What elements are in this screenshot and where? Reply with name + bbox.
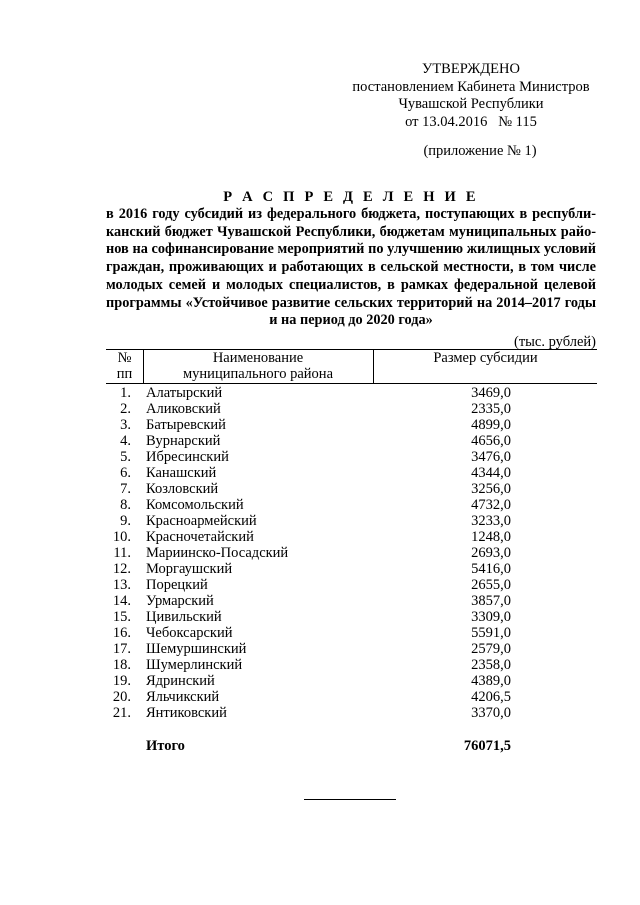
row-district-name: Ядринский <box>146 673 215 689</box>
units-label: (тыс. рублей) <box>514 334 596 350</box>
approval-heading: УТВЕРЖДЕНО <box>422 61 520 77</box>
row-district-name: Канашский <box>146 465 217 481</box>
table-row <box>106 577 597 593</box>
table-header <box>106 349 597 384</box>
table-row <box>106 481 597 497</box>
table-row <box>106 561 597 577</box>
total-sum: 76071,5 <box>463 738 511 754</box>
header-number-line2: пп <box>116 365 133 382</box>
row-number: 20. <box>112 689 131 705</box>
header-name-line2: муниципального района <box>183 365 333 382</box>
table-row <box>106 673 597 689</box>
row-subsidy-amount: 2655,0 <box>471 577 511 593</box>
approval-authority: постановлением Кабинета Министров <box>352 78 590 95</box>
table-row <box>106 497 597 513</box>
row-subsidy-amount: 4206,5 <box>471 689 511 705</box>
row-district-name: Порецкий <box>146 577 208 593</box>
row-subsidy-amount: 3857,0 <box>471 593 511 609</box>
row-district-name: Янтиковский <box>146 705 227 721</box>
row-subsidy-amount: 3476,0 <box>471 449 511 465</box>
row-subsidy-amount: 4899,0 <box>471 417 511 433</box>
table-row <box>106 641 597 657</box>
row-subsidy-amount: 4656,0 <box>471 433 511 449</box>
row-subsidy-amount: 5416,0 <box>471 561 511 577</box>
row-number: 15. <box>112 609 131 625</box>
table-row <box>106 417 597 433</box>
table-row <box>106 433 597 449</box>
row-number: 11. <box>113 545 131 561</box>
row-district-name: Красночетайский <box>146 529 254 545</box>
row-number: 13. <box>112 577 131 593</box>
footer-divider <box>304 799 396 800</box>
row-subsidy-amount: 5591,0 <box>471 625 511 641</box>
subtitle-line: молодых семей и молодых специалистов, в рамках федеральной целевой <box>106 276 596 293</box>
row-subsidy-amount: 4389,0 <box>471 673 511 689</box>
row-subsidy-amount: 2335,0 <box>471 401 511 417</box>
row-number: 19. <box>112 673 131 689</box>
total-label: Итого <box>146 738 185 754</box>
row-subsidy-amount: 3233,0 <box>471 513 511 529</box>
subtitle-line: граждан, проживающих и работающих в сельской местности, в том числе <box>106 259 596 276</box>
subtitle-line: в 2016 году субсидий из федерального бюджета, поступающих в республи- <box>106 206 596 222</box>
table-row <box>106 657 597 673</box>
row-subsidy-amount: 3469,0 <box>471 385 511 401</box>
row-number: 6. <box>120 465 131 481</box>
row-number: 4. <box>120 433 131 449</box>
approval-date-number: от 13.04.2016 № 115 <box>405 113 537 130</box>
table-row <box>106 545 597 561</box>
row-district-name: Вурнарский <box>146 433 221 449</box>
row-number: 2. <box>120 401 131 417</box>
row-district-name: Мариинско-Посадский <box>146 545 289 561</box>
table-row <box>106 593 597 609</box>
row-subsidy-amount: 4344,0 <box>471 465 511 481</box>
row-subsidy-amount: 1248,0 <box>471 529 511 545</box>
row-district-name: Яльчикский <box>146 689 220 705</box>
row-subsidy-amount: 2579,0 <box>471 641 511 657</box>
header-number-line1: № <box>117 350 132 366</box>
header-district-name <box>143 351 373 382</box>
table-row <box>106 609 597 625</box>
row-number: 10. <box>112 529 131 545</box>
row-number: 7. <box>120 481 131 497</box>
row-subsidy-amount: 3370,0 <box>471 705 511 721</box>
table-row <box>106 385 597 401</box>
table-row <box>106 465 597 481</box>
row-district-name: Ибресинский <box>146 449 229 465</box>
table-row <box>106 705 597 721</box>
row-subsidy-amount: 3309,0 <box>471 609 511 625</box>
table-row <box>106 689 597 705</box>
table-total-row <box>106 738 597 755</box>
table-row <box>106 513 597 529</box>
subtitle-line: канский бюджет Чувашской Республики, бюджетам муниципальных райо- <box>106 223 596 240</box>
table-row <box>106 625 597 641</box>
row-number: 14. <box>112 593 131 609</box>
subtitle-line: программы «Устойчивое развитие сельских территорий на 2014–2017 годы <box>106 294 596 311</box>
row-district-name: Цивильский <box>146 609 222 625</box>
row-number: 17. <box>112 641 131 657</box>
table-row <box>106 529 597 545</box>
row-number: 8. <box>120 497 131 513</box>
row-number: 5. <box>120 449 131 465</box>
row-district-name: Шумерлинский <box>146 657 243 673</box>
document-title: Р А С П Р Е Д Е Л Е Н И Е <box>223 189 479 205</box>
row-subsidy-amount: 3256,0 <box>471 481 511 497</box>
row-subsidy-amount: 4732,0 <box>471 497 511 513</box>
row-district-name: Алатырский <box>146 385 223 401</box>
row-number: 9. <box>120 513 131 529</box>
row-number: 1. <box>120 385 131 401</box>
approval-block <box>340 61 602 131</box>
row-district-name: Аликовский <box>146 401 221 417</box>
row-district-name: Козловский <box>146 481 219 497</box>
table-row <box>106 401 597 417</box>
approval-republic: Чувашской Республики <box>398 96 544 113</box>
row-number: 3. <box>120 417 131 433</box>
row-district-name: Моргаушский <box>146 561 233 577</box>
appendix-label: (приложение № 1) <box>423 143 537 159</box>
row-district-name: Шемуршинский <box>146 641 247 657</box>
row-number: 16. <box>112 625 131 641</box>
document-subtitle <box>106 206 596 330</box>
row-number: 21. <box>112 705 131 721</box>
header-name-line1: Наименование <box>212 350 304 366</box>
row-district-name: Урмарский <box>146 593 214 609</box>
row-district-name: Чебоксарский <box>146 625 233 641</box>
table-body <box>106 385 597 721</box>
subtitle-line: и на период до 2020 года» <box>269 312 433 329</box>
row-subsidy-amount: 2358,0 <box>471 657 511 673</box>
subsidy-table <box>106 349 597 721</box>
row-subsidy-amount: 2693,0 <box>471 545 511 561</box>
header-subsidy-amount: Размер субсидии <box>433 350 538 366</box>
row-number: 12. <box>112 561 131 577</box>
row-district-name: Батыревский <box>146 417 226 433</box>
row-number: 18. <box>112 657 131 673</box>
row-district-name: Красноармейский <box>146 513 257 529</box>
table-row <box>106 449 597 465</box>
subtitle-line: нов на софинансирование мероприятий по улучшению жилищных условий <box>106 241 596 258</box>
row-district-name: Комсомольский <box>146 497 244 513</box>
header-number <box>106 351 143 382</box>
